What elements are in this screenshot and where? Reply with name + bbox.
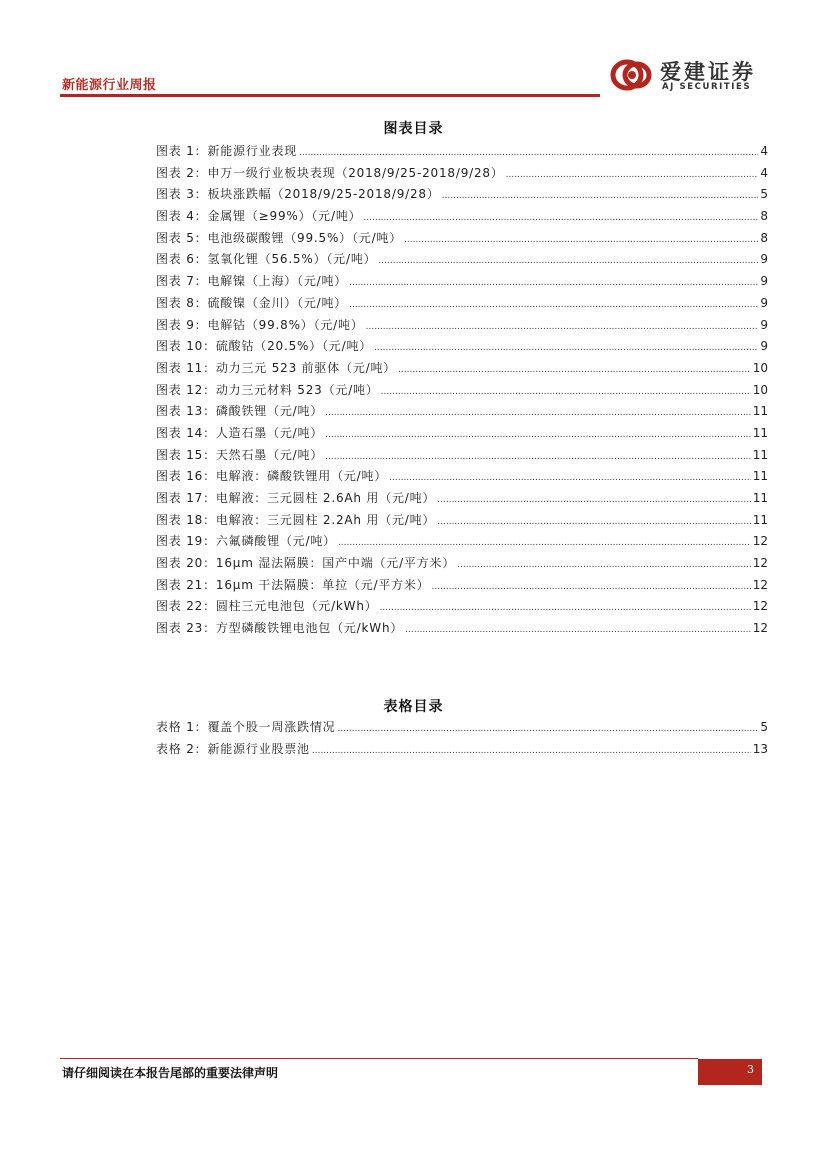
toc-entry-label: 图表 17：电解液：三元圆柱 2.6Ah 用（元/吨）	[156, 491, 436, 505]
toc-entry-label: 图表 12：动力三元材料 523（元/吨）	[156, 382, 379, 397]
toc-leader-dots	[338, 538, 751, 548]
toc-entry-label: 图表 9：电解钴（99.8%）（元/吨）	[156, 317, 364, 332]
toc-entry-label: 表格 1：覆盖个股一周涨跌情况	[156, 720, 336, 734]
toc-entry-label: 图表 10：硫酸钴（20.5%）（元/吨）	[156, 339, 373, 354]
toc-leader-dots	[506, 170, 759, 180]
toc-entry-page: 11	[752, 491, 768, 505]
toc-entry-label: 图表 13：磷酸铁锂（元/吨）	[156, 404, 324, 419]
toc-entry[interactable]	[156, 185, 768, 207]
toc-entry-page: 13	[752, 741, 768, 756]
footer-divider	[60, 1058, 698, 1059]
toc-entry-label: 图表 6：氢氧化锂（56.5%）（元/吨）	[156, 252, 377, 267]
toc-entry[interactable]	[156, 359, 768, 381]
toc-entry-page: 8	[760, 209, 768, 224]
toc-entry-page: 10	[752, 382, 768, 397]
toc-entry[interactable]	[156, 207, 768, 229]
toc-leader-dots	[442, 191, 759, 201]
toc-entry-label: 图表 2：申万一级行业板块表现（2018/9/25-2018/9/28）	[156, 165, 504, 180]
toc-entry[interactable]	[156, 532, 768, 554]
toc-entry-page: 5	[760, 720, 768, 734]
toc-leader-dots	[299, 148, 758, 158]
legal-disclaimer-notice: 请仔细阅读在本报告尾部的重要法律声明	[62, 1066, 279, 1080]
toc-leader-dots	[405, 625, 751, 635]
toc-entry-page: 10	[752, 360, 768, 375]
header-divider	[60, 94, 600, 97]
toc-entry-page: 12	[752, 599, 768, 614]
toc-entry-label: 图表 3：板块涨跌幅（2018/9/25-2018/9/28）	[156, 187, 440, 202]
toc-leader-dots	[389, 473, 751, 483]
figures-toc-list	[156, 142, 768, 641]
toc-leader-dots	[349, 300, 758, 310]
toc-leader-dots	[398, 365, 751, 375]
toc-leader-dots	[437, 495, 750, 505]
toc-entry[interactable]	[156, 337, 768, 359]
toc-leader-dots	[381, 387, 751, 397]
tables-toc-list	[156, 718, 768, 761]
toc-entry-page: 9	[760, 317, 768, 332]
company-logo	[610, 56, 770, 96]
toc-entry-label: 图表 16：电解液：磷酸铁锂用（元/吨）	[156, 469, 388, 484]
toc-leader-dots	[349, 278, 758, 288]
logo-english-name: AJ SECURITIES	[662, 82, 752, 92]
toc-leader-dots	[337, 724, 758, 734]
toc-entry-page: 9	[760, 295, 768, 310]
toc-entry-page: 12	[752, 621, 768, 636]
toc-entry-page: 11	[752, 425, 768, 440]
toc-entry[interactable]	[156, 316, 768, 338]
toc-entry-label: 图表 19：六氟磷酸锂（元/吨）	[156, 534, 336, 549]
logo-chinese-name: 爱建证券	[660, 59, 756, 84]
toc-entry[interactable]	[156, 294, 768, 316]
toc-entry-page: 11	[752, 447, 768, 462]
toc-entry-label: 图表 7：电解镍（上海）（元/吨）	[156, 274, 348, 289]
toc-entry[interactable]	[156, 272, 768, 294]
toc-entry[interactable]	[156, 250, 768, 272]
toc-leader-dots	[325, 430, 751, 440]
page-number: 3	[698, 1059, 762, 1085]
toc-entry[interactable]	[156, 718, 768, 740]
toc-entry[interactable]	[156, 619, 768, 641]
tables-toc-title: 表格目录	[383, 699, 444, 715]
toc-entry[interactable]	[156, 424, 768, 446]
toc-entry[interactable]	[156, 229, 768, 251]
toc-entry-label: 图表 20：16μm 湿法隔膜：国产中端（元/平方米）	[156, 556, 456, 571]
toc-entry-page: 5	[760, 187, 768, 202]
toc-entry[interactable]	[156, 164, 768, 186]
toc-entry[interactable]	[156, 597, 768, 619]
toc-leader-dots	[378, 256, 758, 266]
toc-entry-label: 图表 15：天然石墨（元/吨）	[156, 447, 324, 462]
toc-entry[interactable]	[156, 467, 768, 489]
toc-leader-dots	[380, 603, 751, 613]
toc-entry[interactable]	[156, 402, 768, 424]
toc-entry-label: 图表 11：动力三元 523 前驱体（元/吨）	[156, 360, 397, 375]
toc-entry-label: 图表 18：电解液：三元圆柱 2.2Ah 用（元/吨）	[156, 512, 436, 527]
toc-entry-label: 图表 23：方型磷酸铁锂电池包（元/kWh）	[156, 621, 404, 636]
toc-leader-dots	[404, 235, 758, 245]
toc-entry-page: 11	[752, 404, 768, 419]
toc-entry-page: 9	[760, 274, 768, 289]
toc-entry-page: 12	[752, 556, 768, 571]
toc-entry-page: 11	[752, 469, 768, 484]
report-series-title: 新能源行业周报	[62, 78, 157, 93]
toc-entry-label: 表格 2：新能源行业股票池	[156, 741, 310, 756]
toc-entry-label: 图表 22：圆柱三元电池包（元/kWh）	[156, 599, 378, 614]
toc-entry-page: 11	[752, 512, 768, 527]
toc-entry[interactable]	[156, 142, 768, 164]
toc-entry-label: 图表 8：硫酸镍（金川）（元/吨）	[156, 295, 348, 310]
toc-leader-dots	[363, 213, 758, 223]
figures-toc-title: 图表目录	[383, 121, 444, 137]
toc-leader-dots	[374, 343, 758, 353]
toc-entry-label: 图表 14：人造石墨（元/吨）	[156, 425, 324, 440]
toc-entry[interactable]	[156, 554, 768, 576]
toc-leader-dots	[432, 582, 751, 592]
toc-leader-dots	[437, 517, 750, 527]
toc-entry-label: 图表 1：新能源行业表现	[156, 144, 298, 158]
toc-entry[interactable]	[156, 511, 768, 533]
toc-entry[interactable]	[156, 381, 768, 403]
toc-entry-page: 12	[752, 534, 768, 549]
toc-entry-label: 图表 4：金属锂（≥99%）（元/吨）	[156, 209, 362, 224]
toc-leader-dots	[325, 452, 751, 462]
toc-entry-page: 12	[752, 577, 768, 592]
aj-logo-icon	[610, 58, 654, 92]
toc-leader-dots	[366, 322, 759, 332]
toc-entry-page: 9	[760, 339, 768, 354]
toc-leader-dots	[325, 408, 751, 418]
toc-leader-dots	[312, 746, 751, 756]
toc-entry[interactable]	[156, 576, 768, 598]
toc-entry-page: 4	[760, 165, 768, 180]
toc-entry-page: 8	[760, 230, 768, 245]
toc-entry-label: 图表 5：电池级碳酸锂（99.5%）（元/吨）	[156, 230, 403, 245]
toc-entry[interactable]	[156, 446, 768, 468]
toc-entry-page: 9	[760, 252, 768, 267]
toc-entry-page: 4	[760, 144, 768, 158]
toc-entry-label: 图表 21：16μm 干法隔膜：单拉（元/平方米）	[156, 577, 430, 592]
toc-leader-dots	[457, 560, 751, 570]
toc-entry[interactable]	[156, 489, 768, 511]
toc-entry[interactable]	[156, 740, 768, 762]
